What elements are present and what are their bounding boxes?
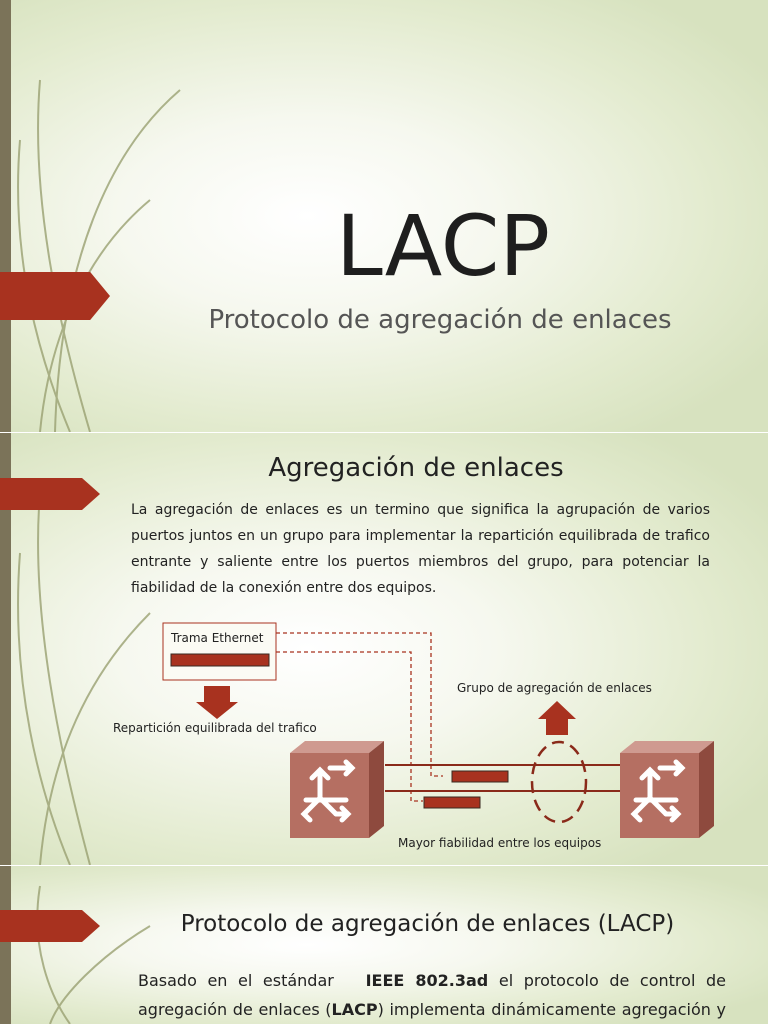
- slide-pointer-tab: [0, 910, 100, 942]
- slide-pointer-tab: [0, 272, 110, 320]
- reliability-label: Mayor fiabilidad entre los equipos: [398, 836, 602, 850]
- slide-paragraph: La agregación de enlaces es un termino que significa la agrupación de varios puertos juntos en un grupo para implementar la repartición equilibrada de trafico entrante y saliente entre los puertos miembros del grupo, para potenciar la fiabilidad de la conexión entre dos equipos.: [131, 502, 710, 596]
- paragraph-text-start: Basado en el estándar: [138, 971, 334, 990]
- switch-right-icon: [620, 741, 714, 838]
- slide-title-text: LACP: [335, 197, 551, 295]
- slide-lacp: [0, 866, 768, 1024]
- group-label: Grupo de agregación de enlaces: [457, 681, 652, 695]
- decorative-curves: [0, 0, 200, 432]
- standard-name: IEEE 802.3ad: [365, 971, 489, 990]
- packet-bar-lower: [424, 797, 480, 808]
- frame-bar-icon: [171, 654, 269, 666]
- slide-sidebar-bar: [0, 0, 11, 432]
- slide-pointer-tab: [0, 478, 100, 510]
- paragraph-text-end: ) implementa dinámicamente agregación y: [377, 1000, 726, 1019]
- slide-subtitle-text: Protocolo de agregación de enlaces: [208, 305, 672, 335]
- up-arrow-icon: [538, 701, 576, 735]
- switch-left-icon: [290, 741, 384, 838]
- balance-label: Repartición equilibrada del trafico: [113, 721, 317, 735]
- packet-bar-upper: [452, 771, 508, 782]
- acronym-lacp: LACP: [331, 1000, 378, 1019]
- frame-label: Trama Ethernet: [171, 631, 264, 645]
- slide-heading: Protocolo de agregación de enlaces (LACP): [180, 911, 675, 937]
- aggregation-group-ellipse: [532, 742, 586, 822]
- down-arrow-icon: [196, 686, 238, 719]
- paragraph-text-mid: el protocolo de control de agregación de enlaces (: [138, 971, 726, 1019]
- slide-heading: Agregación de enlaces: [268, 453, 564, 483]
- slide-title: [0, 0, 768, 432]
- slide-sidebar-bar: [0, 866, 11, 1024]
- slide-agregacion: [0, 433, 768, 865]
- slide-paragraph: [138, 966, 726, 1024]
